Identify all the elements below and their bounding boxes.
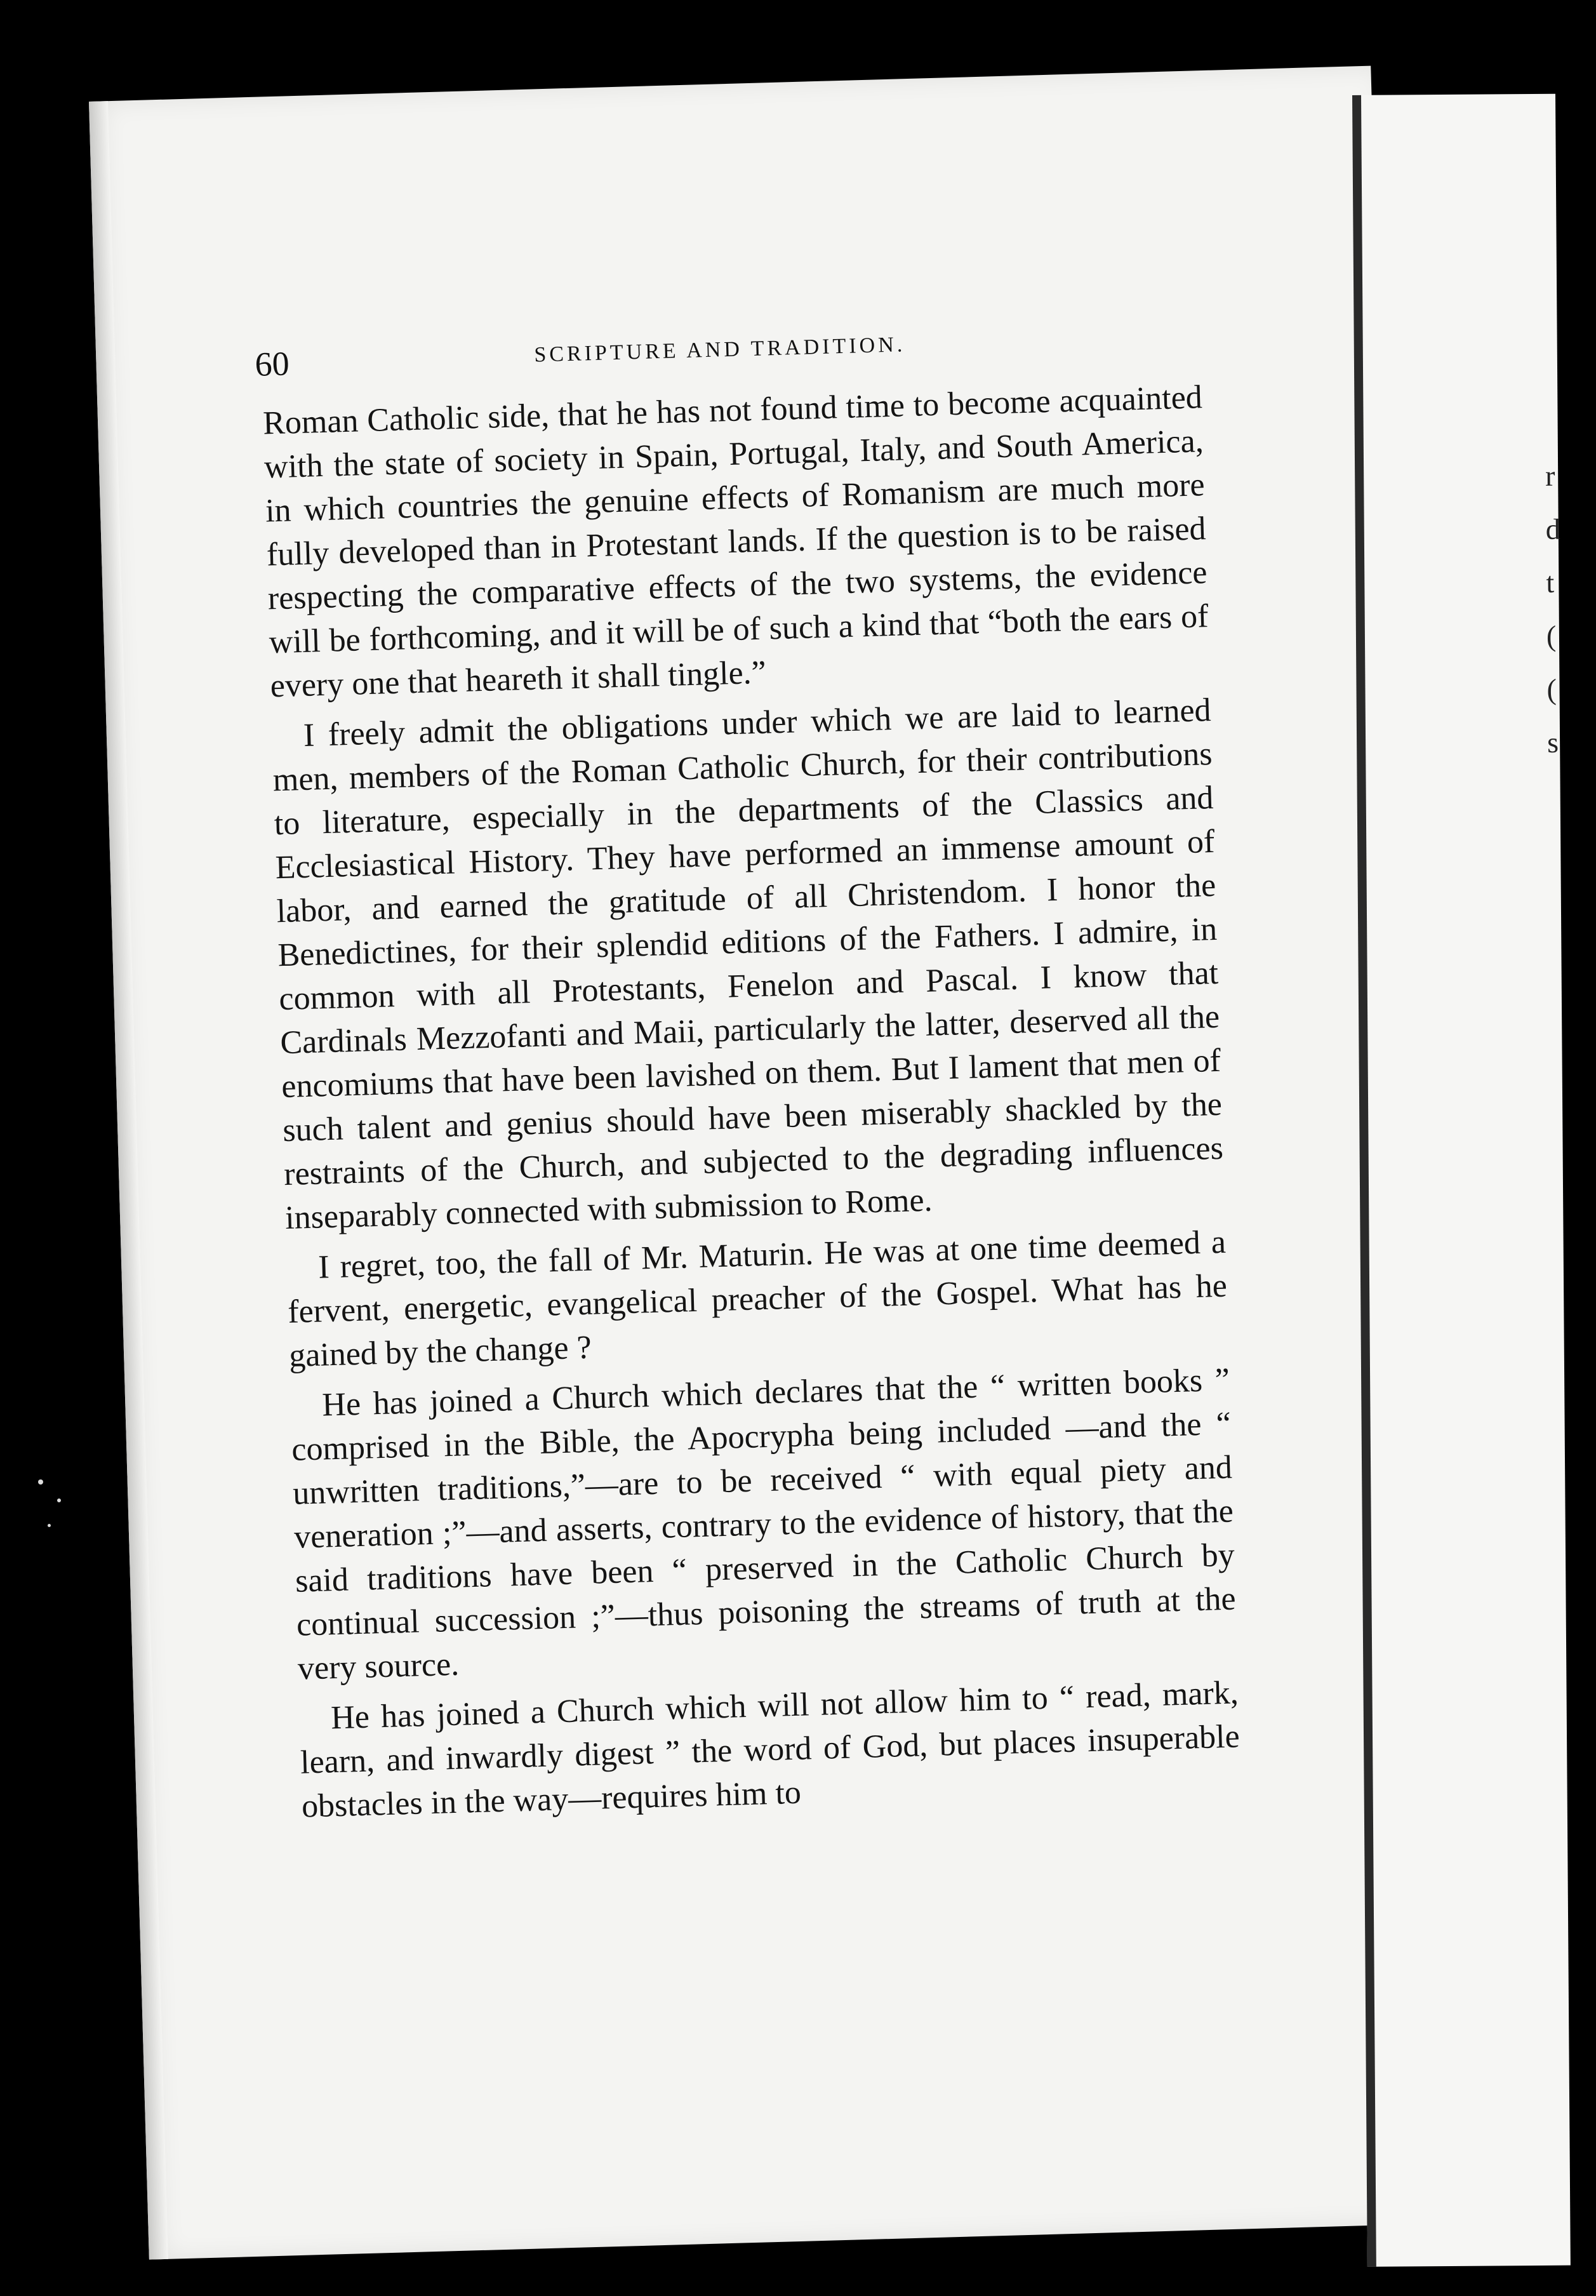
facing-letter: d [1545,512,1560,545]
page-number: 60 [254,344,290,384]
paragraph-continuation: Roman Catholic side, that he has not found time to become acquainted with the state of society in Spain, Portugal, Italy, and South America, in which countries the genuine effects of Romanism are much more fully developed than in Protestant lands. If the question is to be raised respecting the comparative effects of the two systems, the evidence will be forthcoming, and it will be of such a kind that “both the ears of every one that heareth it shall tingle.” [262,379,1209,705]
page-edge-shadow [89,101,168,2260]
facing-page-letters [1545,449,1586,769]
facing-letter: s [1546,726,1559,759]
book-page [89,66,1431,2260]
scan-speck [38,1479,43,1485]
paragraph-maturin: I regret, too, the fall of Mr. Maturin. He was at one time deemed a fervent, energetic, evangelical preacher of the Gospel. What has he gained by the change ? [287,1224,1228,1374]
paragraph-church-allow: He has joined a Church which will not allow him to “ read, mark, learn, and inwardly digest ” the word of God, but places insuperable obstacles in the way—requires him to [300,1674,1240,1825]
running-head: SCRIPTURE AND TRADITION. [533,333,906,367]
body-text [262,375,1241,1834]
facing-letter: ( [1546,672,1557,705]
paragraph-church-declares: He has joined a Church which declares that the “ written books ” comprised in the Bible, the Apocrypha being included —and the “ unwritten traditions,”—are to be received “ with equal piety and veneration ;”—and asserts, contrary to the evidence of history, that the said traditions have been “ preserved in the Catholic Church by continual succession ;”—thus poisoning the streams of truth at the very source. [291,1361,1237,1687]
facing-page [1352,94,1571,2267]
scan-speck [48,1524,51,1527]
scan-speck [57,1498,61,1502]
facing-letter: ( [1546,619,1557,652]
facing-letter: t [1546,566,1555,599]
facing-letter: r [1545,459,1555,492]
paragraph-obligations: I freely admit the obligations under which we are laid to learned men, members of the Roman Catholic Church, for their contributions to literature, especially in the departments of the Classics and Ecclesiastical History. They have performed an immense amount of labor, and earned the gratitude of all Christendom. I honor the Benedictines, for their splendid editions of the Fathers. I admire, in common with all Protestants, Fenelon and Pascal. I know that Cardinals Mezzofanti and Maii, particularly the latter, deserved all the encomiums that have been lavished on them. But I lament that men of such talent and genius should have been miserably shackled by the restraints of the Church, and subjected to the degrading influences inseparably connected with submission to Rome. [272,692,1224,1237]
